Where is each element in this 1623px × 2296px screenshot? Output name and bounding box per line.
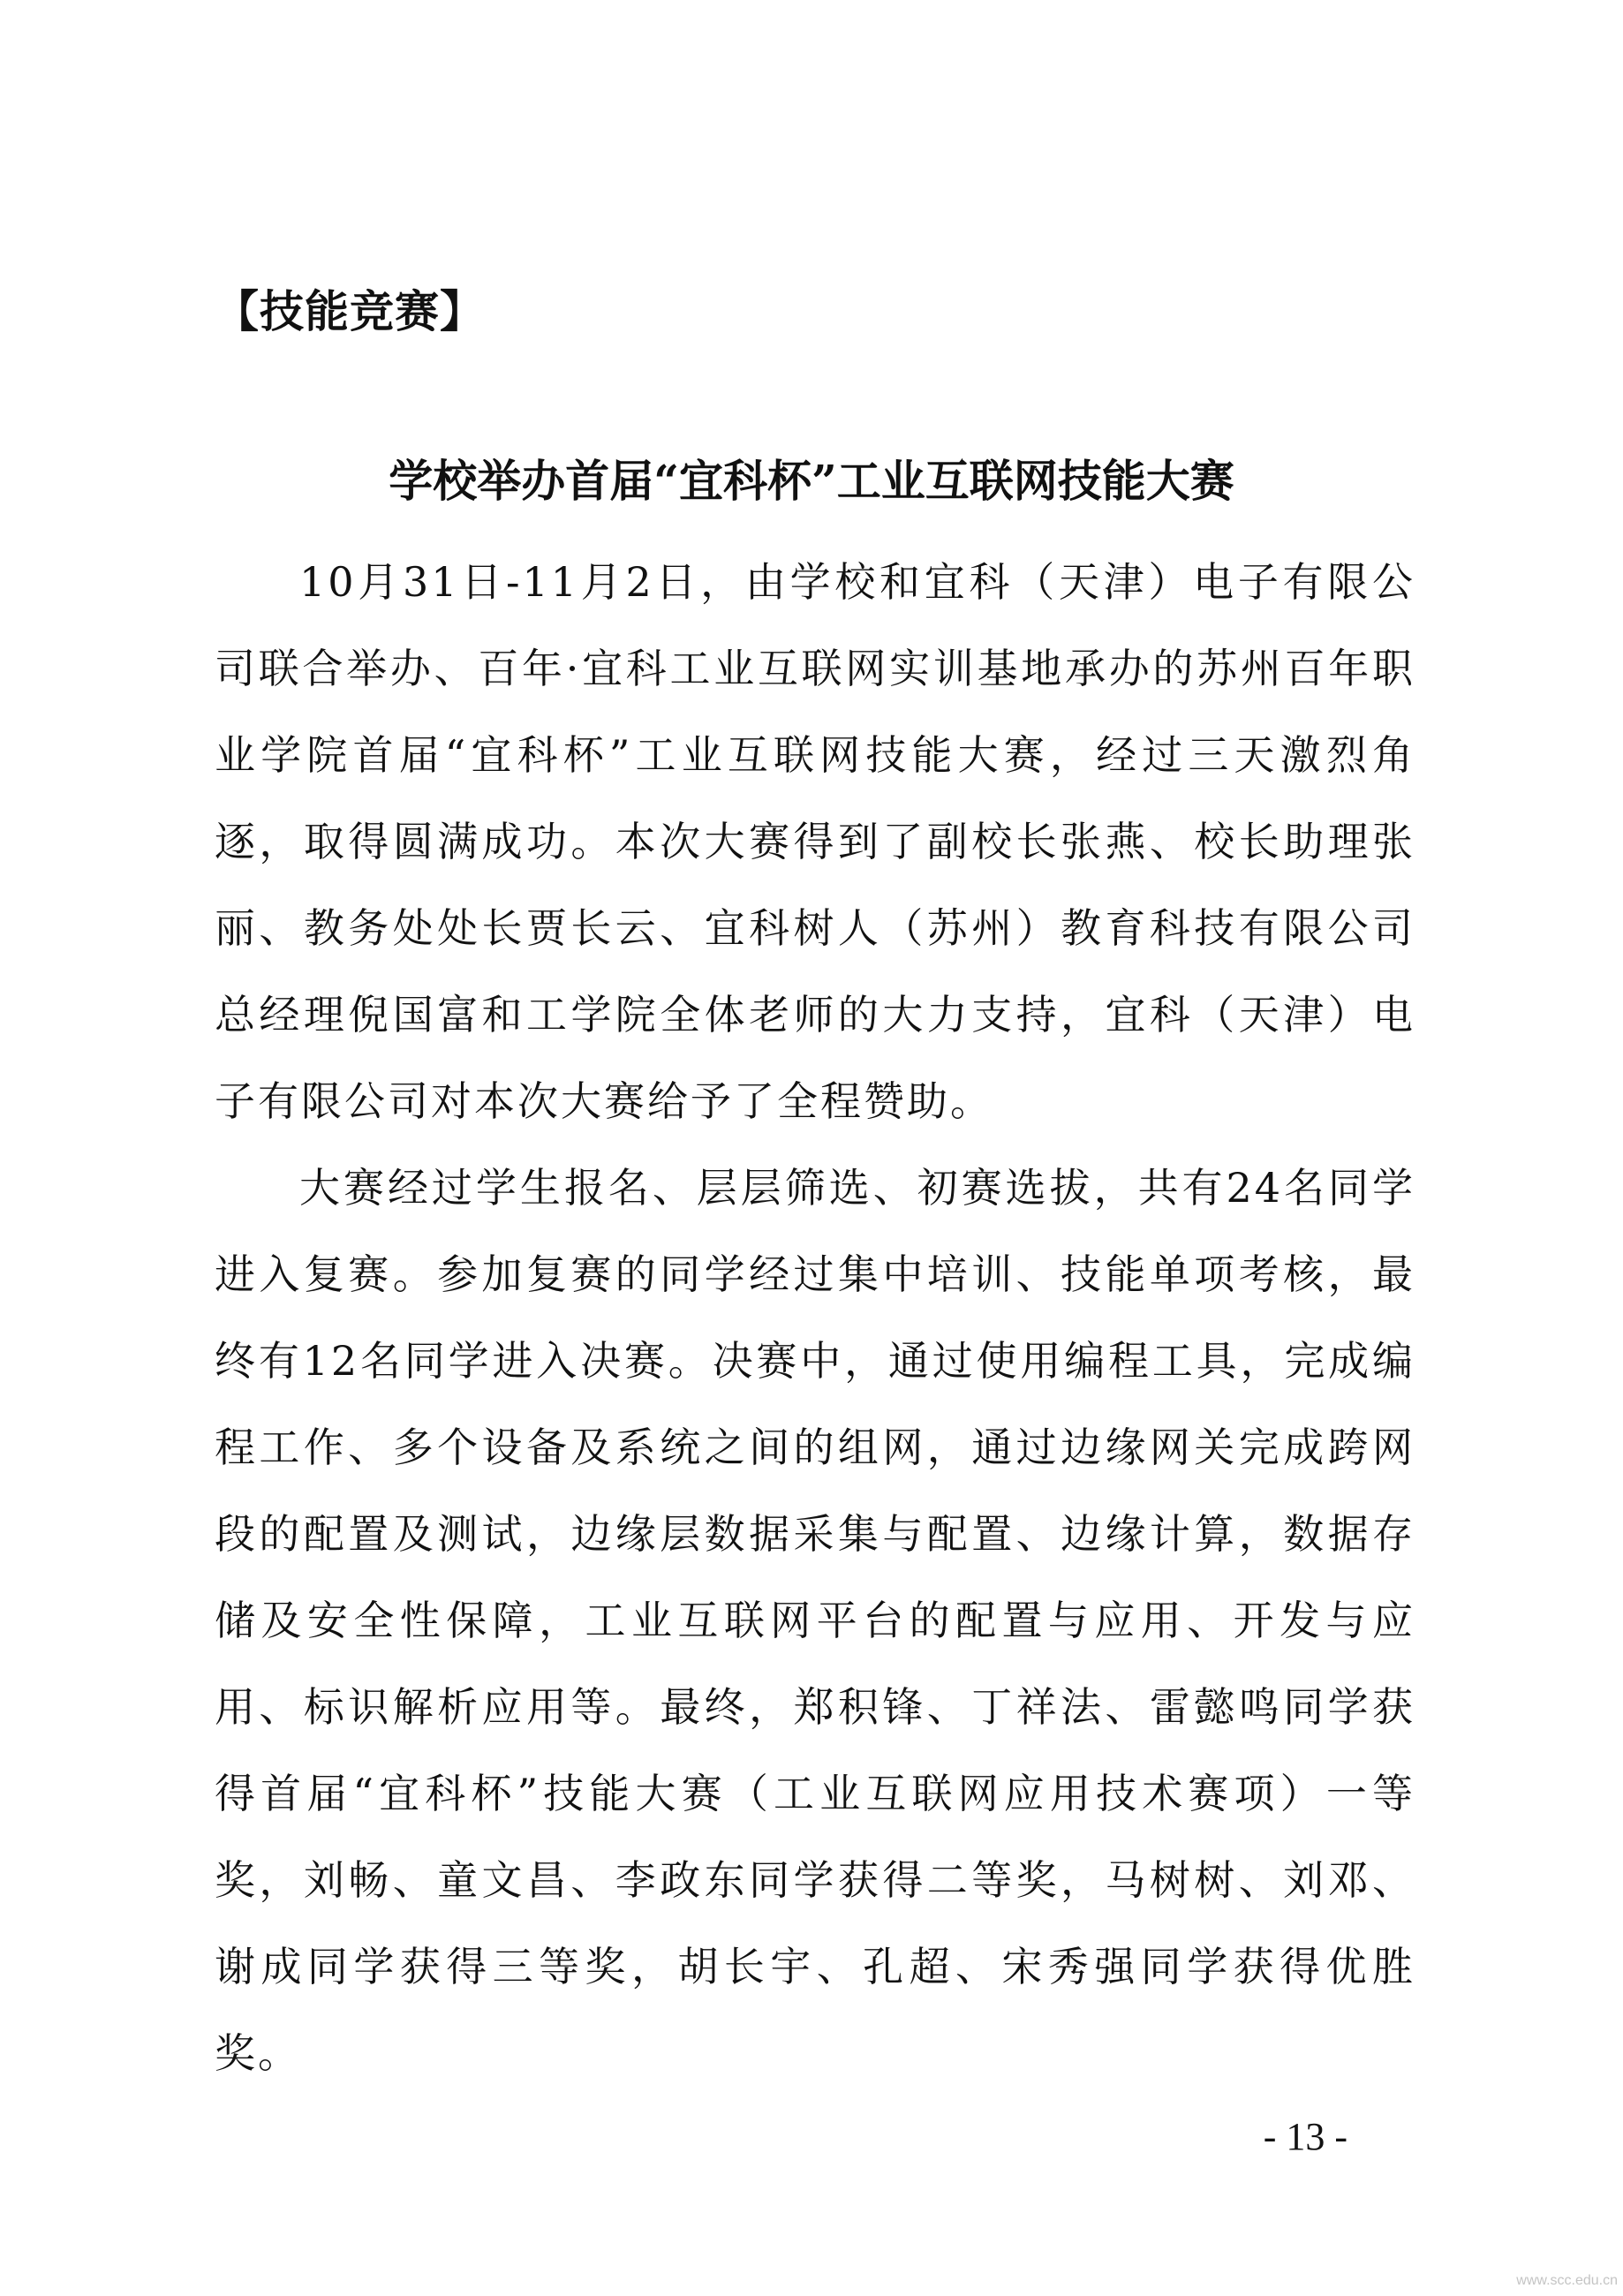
watermark: www.scc.edu.cn (1516, 2273, 1618, 2288)
paragraph-1: 10月31日-11月2日，由学校和宜科（天津）电子有限公司联合举办、百年·宜科工业互联网实训基地承办的苏州百年职业学院首届“宜科杯”工业互联网技能大赛，经过三天激烈角逐，取得圆满成功。本次大赛得到了副校长张燕、校长助理张丽、教务处处长贾长云、宜科树人（苏州）教育科技有限公司总经理倪国富和工学院全体老师的大力支持，宜科（天津）电子有限公司对本次大赛给予了全程赞助。 (215, 558, 1415, 1125)
article-body (215, 539, 1415, 2096)
paragraph-2: 大赛经过学生报名、层层筛选、初赛选拔，共有24名同学进入复赛。参加复赛的同学经过集中培训、技能单项考核，最终有12名同学进入决赛。决赛中，通过使用编程工具，完成编程工作、多个设备及系统之间的组网，通过边缘网关完成跨网段的配置及测试，边缘层数据采集与配置、边缘计算，数据存储及安全性保障，工业互联网平台的配置与应用、开发与应用、标识解析应用等。最终，郑积锋、丁祥法、雷懿鸣同学获得首届“宜科杯”技能大赛（工业互联网应用技术赛项）一等奖，刘畅、童文昌、李政东同学获得二等奖，马树树、刘邓、谢成同学获得三等奖，胡长宇、孔超、宋秀强同学获得优胜奖。 (215, 1164, 1415, 2077)
article-title: 学校举办首届“宜科杯”工业互联网技能大赛 (389, 455, 1234, 507)
section-heading: 【技能竞赛】 (215, 286, 485, 337)
page-number: - 13 - (1263, 2115, 1347, 2158)
